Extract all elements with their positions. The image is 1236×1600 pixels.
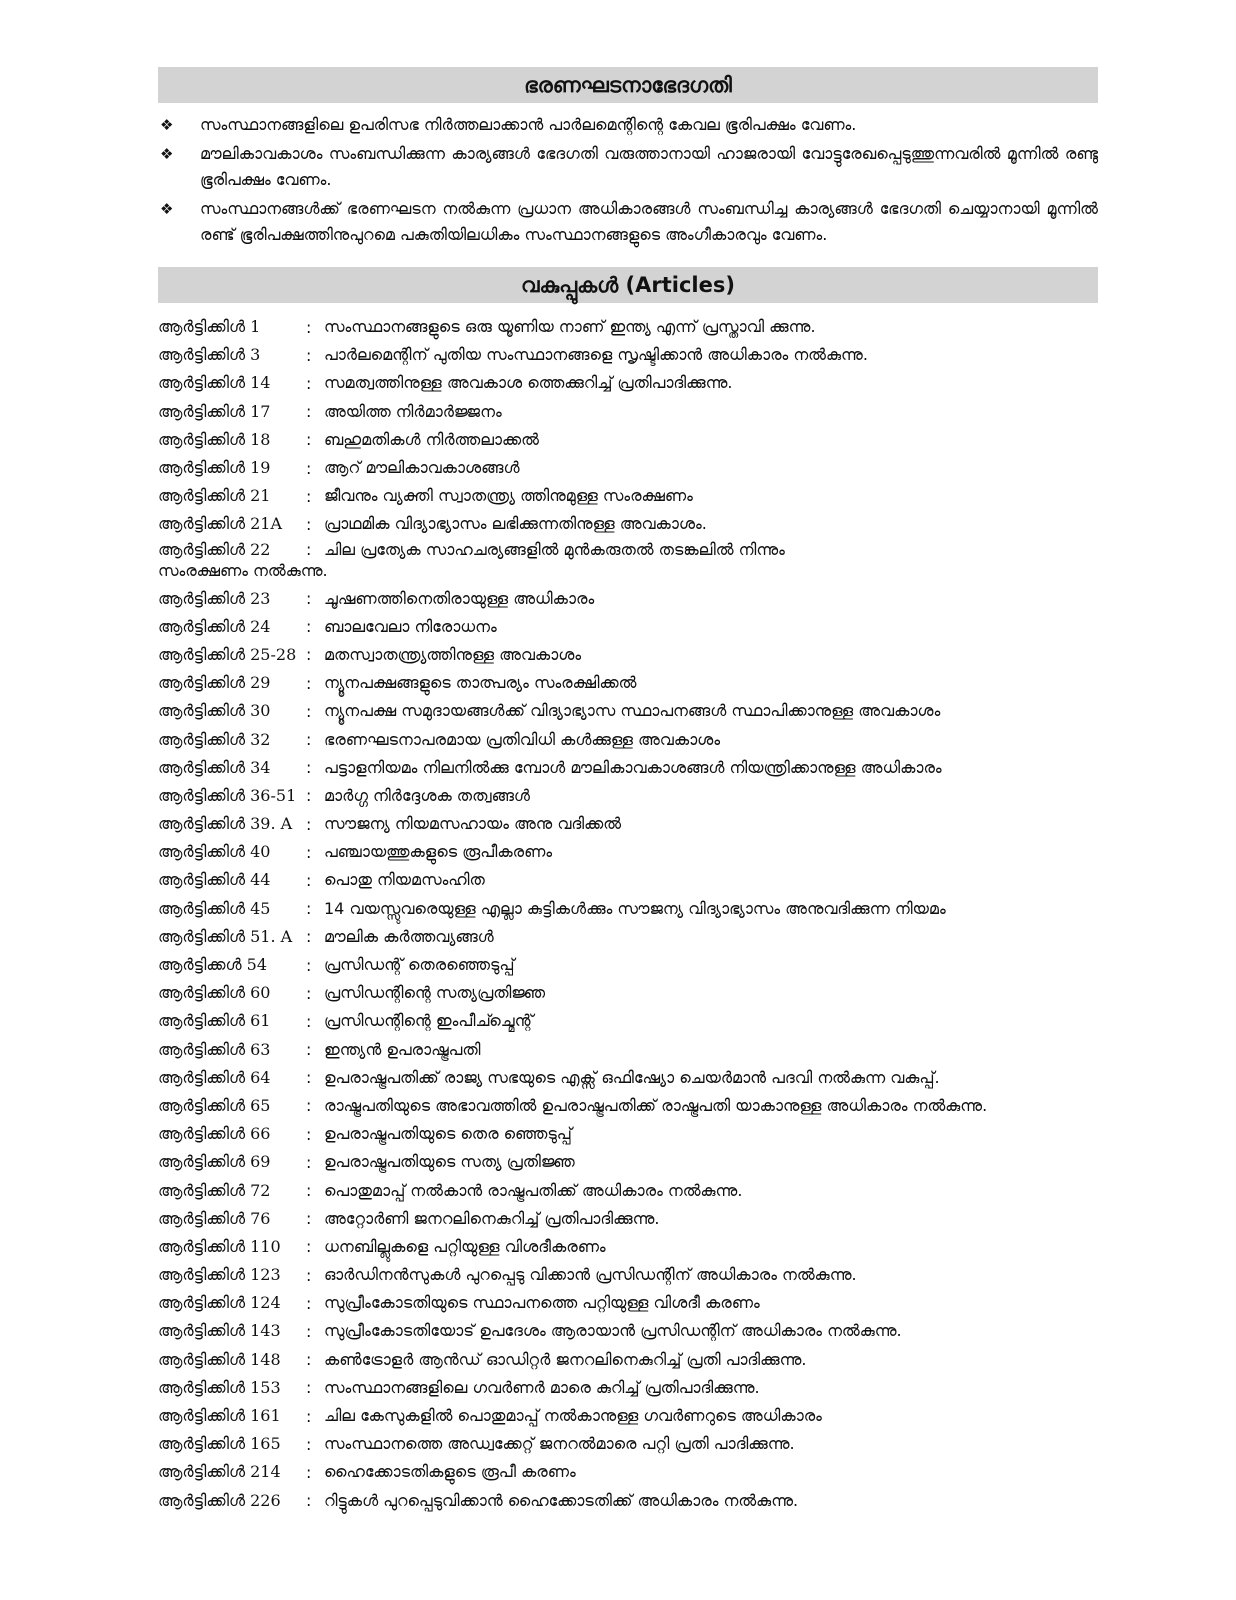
article-label: ആർട്ടിക്കിൾ 3 (158, 345, 261, 365)
article-description: അറ്റോർണി ജനറലിനെകുറിച്ച് പ്രതിപാദിക്കുന്നു. (324, 1208, 660, 1228)
article-colon: : (306, 486, 312, 506)
article-row (158, 669, 1098, 697)
article-row (158, 923, 1098, 951)
article-row (158, 1092, 1098, 1120)
article-description: സുപ്രീംകോടതിയുടെ സ്ഥാപനത്തെ പറ്റിയുള്ള വിശദീ കരണം (324, 1293, 760, 1313)
bullet-text: മൗലികാവകാശം സംബന്ധിക്കുന്ന കാര്യങ്ങൾ ഭേദഗതി വരുത്താനായി ഹാജരായി വോട്ടുരേഖപ്പെടുത്തുന്നവരിൽ മൂന്നിൽ രണ്ടു ഭൂരിപക്ഷം വേണം. (200, 144, 1098, 189)
article-row (158, 1148, 1098, 1176)
article-colon: : (306, 701, 312, 721)
article-label: ആർട്ടിക്കിൾ 40 (158, 842, 271, 862)
article-label: ആർട്ടിക്കിൾ 51. A (158, 926, 293, 946)
article-row (158, 454, 1098, 482)
section-heading-articles: വകുപ്പുകൾ (Articles) (158, 267, 1098, 303)
article-row (158, 613, 1098, 641)
article-colon: : (306, 983, 312, 1003)
article-colon: : (306, 540, 312, 559)
article-label: ആർട്ടിക്കിൾ 45 (158, 898, 271, 918)
article-label: ആർട്ടിക്കിൾ 14 (158, 373, 271, 393)
article-label: ആർട്ടിക്കിൾ 153 (158, 1377, 281, 1397)
article-row (158, 1458, 1098, 1486)
article-colon: : (306, 730, 312, 750)
bullet-item (158, 196, 1098, 248)
article-row (158, 1205, 1098, 1233)
article-row (158, 951, 1098, 979)
article-colon: : (306, 814, 312, 834)
article-label: ആർട്ടിക്കിൾ 226 (158, 1490, 281, 1510)
article-label: ആർട്ടിക്കിൾ 110 (158, 1236, 281, 1256)
article-description: ചില കേസുകളിൽ പൊതുമാപ്പ് നൽകാനുള്ള ഗവർണറുടെ അധികാരം (324, 1406, 822, 1426)
article-label: ആർട്ടിക്കിൾ 72 (158, 1180, 271, 1200)
article-colon: : (306, 786, 312, 806)
article-row (158, 1430, 1098, 1458)
bullet-item (158, 112, 1098, 138)
article-colon: : (306, 1237, 312, 1257)
article-description: ചില പ്രത്യേക സാഹചര്യങ്ങളിൽ മുൻകരുതൽ തടങ്കലിൽ നിന്നും (324, 539, 785, 559)
article-label: ആർട്ടിക്കിൾ 21A (158, 514, 283, 534)
section-heading-amendment: ഭരണഘടനാഭേദഗതി (158, 67, 1098, 103)
article-label: ആർട്ടിക്കിൾ 60 (158, 983, 271, 1003)
article-description: ഓർഡിനൻസുകൾ പുറപ്പെടു വിക്കാൻ പ്രസിഡന്റിന് അധികാരം നൽകുന്നു. (324, 1265, 857, 1285)
article-description: ചൂഷണത്തിനെതിരായുള്ള അധികാരം (324, 588, 595, 608)
article-row (158, 1487, 1098, 1515)
article-description: ന്യൂനപക്ഷങ്ങളുടെ താത്പര്യം സംരക്ഷിക്കൽ (324, 673, 637, 693)
article-description: ജീവനും വ്യക്തി സ്വാതന്ത്ര്യ ത്തിനുമുള്ള സംരക്ഷണം (324, 486, 693, 506)
article-colon: : (306, 870, 312, 890)
article-description: ധനബില്ലുകളെ പറ്റിയുള്ള വിശദീകരണം (324, 1236, 606, 1256)
article-colon: : (306, 373, 312, 393)
article-label: ആർട്ടിക്കിൾ 29 (158, 673, 271, 693)
article-description: സംസ്ഥാനങ്ങളുടെ ഒരു യൂണിയ നാണ് ഇന്ത്യ എന്ന് പ്രസ്താവി ക്കുന്നു. (324, 317, 816, 337)
article-row (158, 1007, 1098, 1035)
article-description: പ്രാഥമിക വിദ്യാഭ്യാസം ലഭിക്കുന്നതിനുള്ള അവകാശം. (324, 514, 707, 534)
article-label: ആർട്ടിക്കിൾ 123 (158, 1265, 281, 1285)
article-colon: : (306, 402, 312, 422)
article-row (158, 641, 1098, 669)
article-label: ആർട്ടിക്കിൾ 65 (158, 1095, 271, 1115)
article-colon: : (306, 955, 312, 975)
article-description: ബഹുമതികൾ നിർത്തലാക്കൽ (324, 429, 539, 449)
article-description: സംസ്ഥാനങ്ങളിലെ ഗവർണർ മാരെ കുറിച്ച് പ്രതിപാദിക്കുന്നു. (324, 1377, 760, 1397)
article-row (158, 1261, 1098, 1289)
article-row (158, 482, 1098, 510)
article-colon: : (306, 842, 312, 862)
article-row (158, 539, 1098, 585)
article-colon: : (306, 1068, 312, 1088)
article-row (158, 1064, 1098, 1092)
article-label: ആർട്ടിക്കിൾ 19 (158, 458, 271, 478)
article-colon: : (306, 1209, 312, 1229)
article-description: പ്രസിഡന്റിന്റെ ഇംപീച്ച്മെന്റ് (324, 1011, 534, 1031)
article-colon: : (306, 430, 312, 450)
article-label: ആർട്ടിക്കിൾ 69 (158, 1152, 271, 1172)
bullet-text: സംസ്ഥാനങ്ങളിലെ ഉപരിസഭ നിർത്തലാക്കാൻ പാർലമെന്റിന്റെ കേവല ഭൂരിപക്ഷം വേണം. (200, 115, 857, 134)
article-row (158, 895, 1098, 923)
article-label: ആർട്ടിക്കിൾ 63 (158, 1039, 271, 1059)
article-description: ഇന്ത്യൻ ഉപരാഷ്ട്രപതി (324, 1039, 481, 1059)
article-colon: : (306, 1293, 312, 1313)
article-label: ആർട്ടിക്കിൾ 66 (158, 1124, 271, 1144)
article-label: ആർട്ടിക്കിൾ 24 (158, 616, 271, 636)
article-description: മതസ്വാതന്ത്ര്യത്തിനുള്ള അവകാശം (324, 644, 582, 664)
article-description: പ്രസിഡന്റിന്റെ സത്യപ്രതിജ്ഞ (324, 983, 546, 1003)
article-colon: : (306, 345, 312, 365)
diamond-bullet-icon: ❖ (160, 116, 174, 134)
article-row (158, 1402, 1098, 1430)
bullet-item (158, 141, 1098, 193)
article-row (158, 1233, 1098, 1261)
article-label: ആർട്ടിക്കിൾ 148 (158, 1349, 281, 1369)
article-description: അയിത്ത നിർമാർജ്ജനം (324, 401, 502, 421)
article-description: പഞ്ചായത്തുകളുടെ രൂപീകരണം (324, 842, 553, 862)
article-row (158, 782, 1098, 810)
article-row (158, 1317, 1098, 1345)
article-colon: : (306, 1321, 312, 1341)
article-label: ആർട്ടിക്കിൾ 23 (158, 588, 271, 608)
article-label: ആർട്ടിക്കിൾ 30 (158, 701, 271, 721)
article-colon: : (306, 1096, 312, 1116)
article-description: പട്ടാളനിയമം നിലനിൽക്കു മ്പോൾ മൗലികാവകാശങ്ങൾ നിയന്ത്രിക്കാനുള്ള അധികാരം (324, 757, 942, 777)
article-description: പൊതു നിയമസംഹിത (324, 870, 485, 890)
article-label: ആർട്ടിക്കിൾ 18 (158, 429, 271, 449)
article-label: ആർട്ടിക്കൾ 54 (158, 955, 268, 975)
article-colon: : (306, 1265, 312, 1285)
article-label: ആർട്ടിക്കിൾ 34 (158, 757, 271, 777)
article-description: 14 വയസ്സുവരെയുള്ള എല്ലാ കുട്ടികൾക്കും സൗജന്യ വിദ്യാഭ്യാസം അനുവദിക്കുന്ന നിയമം (324, 898, 946, 918)
article-description: പാർലമെന്റിന് പുതിയ സംസ്ഥാനങ്ങളെ സൃഷ്ടിക്കാൻ അധികാരം നൽകുന്നു. (324, 345, 868, 365)
article-description: മാർഗ്ഗ നിർദ്ദേശക തത്വങ്ങൾ (324, 785, 530, 805)
article-row (158, 979, 1098, 1007)
article-row (158, 313, 1098, 341)
article-row (158, 838, 1098, 866)
article-description: പ്രസിഡന്റ് തെരഞ്ഞെടുപ്പ് (324, 955, 515, 975)
article-row (158, 1036, 1098, 1064)
article-colon: : (306, 758, 312, 778)
article-label: ആർട്ടിക്കിൾ 25-28 (158, 644, 297, 664)
article-colon: : (306, 1040, 312, 1060)
article-row (158, 510, 1098, 538)
article-label: ആർട്ടിക്കിൾ 161 (158, 1406, 281, 1426)
article-description: ഭരണഘടനാപരമായ പ്രതിവിധി കൾക്കുള്ള അവകാശം (324, 729, 721, 749)
article-row (158, 1176, 1098, 1204)
article-colon: : (306, 673, 312, 693)
article-description-continuation: സംരക്ഷണം നൽകുന്നു. (158, 560, 328, 580)
article-label: ആർട്ടിക്കിൾ 1 (158, 317, 261, 337)
article-row (158, 585, 1098, 613)
article-colon: : (306, 1434, 312, 1454)
article-description: സംസ്ഥാനത്തെ അഡ്വക്കേറ്റ് ജനറൽമാരെ പറ്റി പ്രതി പാദിക്കുന്നു. (324, 1434, 795, 1454)
article-row (158, 725, 1098, 753)
article-colon: : (306, 899, 312, 919)
article-row (158, 866, 1098, 894)
article-row (158, 1374, 1098, 1402)
article-colon: : (306, 1378, 312, 1398)
article-label: ആർട്ടിക്കിൾ 22 (158, 539, 271, 559)
article-colon: : (306, 1462, 312, 1482)
article-description: സമത്വത്തിനുള്ള അവകാശ ത്തെക്കുറിച്ച് പ്രതിപാദിക്കുന്നു. (324, 373, 733, 393)
article-label: ആർട്ടിക്കിൾ 143 (158, 1321, 281, 1341)
article-label: ആർട്ടിക്കിൾ 21 (158, 486, 271, 506)
amendment-bullet-list (158, 112, 1098, 251)
article-colon: : (306, 589, 312, 609)
article-colon: : (306, 1181, 312, 1201)
article-description: ഉപരാഷ്ട്രപതിക്ക് രാജ്യ സഭയുടെ എക്സ് ഒഫിഷ്യോ ചെയർമാൻ പദവി നൽകുന്ന വകുപ്പ്. (324, 1067, 940, 1087)
articles-list (158, 313, 1098, 1515)
diamond-bullet-icon: ❖ (160, 200, 174, 218)
article-description: ഉപരാഷ്ട്രപതിയുടെ സത്യ പ്രതിജ്ഞ (324, 1152, 575, 1172)
article-label: ആർട്ടിക്കിൾ 124 (158, 1293, 281, 1313)
article-label: ആർട്ടിക്കിൾ 39. A (158, 814, 293, 834)
article-colon: : (306, 645, 312, 665)
article-label: ആർട്ടിക്കിൾ 165 (158, 1434, 281, 1454)
article-description: ഹൈക്കോടതികളുടെ രൂപീ കരണം (324, 1462, 576, 1482)
article-label: ആർട്ടിക്കിൾ 61 (158, 1011, 271, 1031)
article-description: ആറ് മൗലികാവകാശങ്ങൾ (324, 458, 520, 478)
article-colon: : (306, 1152, 312, 1172)
article-colon: : (306, 1406, 312, 1426)
article-colon: : (306, 458, 312, 478)
article-colon: : (306, 927, 312, 947)
article-colon: : (306, 1350, 312, 1370)
article-row (158, 1289, 1098, 1317)
article-description: സുപ്രീംകോടതിയോട് ഉപദേശം ആരായാൻ പ്രസിഡന്റിന് അധികാരം നൽകുന്നു. (324, 1321, 902, 1341)
article-description: ഉപരാഷ്ട്രപതിയുടെ തെര ഞ്ഞെടുപ്പ് (324, 1124, 572, 1144)
article-row (158, 369, 1098, 397)
article-description: രാഷ്ട്രപതിയുടെ അഭാവത്തിൽ ഉപരാഷ്ട്രപതിക്ക് രാഷ്ട്രപതി യാകാനുള്ള അധികാരം നൽകുന്നു. (324, 1095, 988, 1115)
article-row (158, 1346, 1098, 1374)
article-label: ആർട്ടിക്കിൾ 17 (158, 401, 271, 421)
article-description: കൺട്രോളർ ആൻഡ് ഓഡിറ്റർ ജനറലിനെകുറിച്ച് പ്രതി പാദിക്കുന്നു. (324, 1349, 807, 1369)
article-row (158, 697, 1098, 725)
article-description: മൗലിക കർത്തവ്യങ്ങൾ (324, 926, 494, 946)
article-description: സൗജന്യ നിയമസഹായം അനു വദിക്കൽ (324, 814, 622, 834)
article-row (158, 1120, 1098, 1148)
article-colon: : (306, 617, 312, 637)
article-description: റിട്ടുകൾ പുറപ്പെടുവിക്കാൻ ഹൈക്കോടതിക്ക് അധികാരം നൽകുന്നു. (324, 1490, 799, 1510)
article-label: ആർട്ടിക്കിൾ 214 (158, 1462, 281, 1482)
article-row (158, 341, 1098, 369)
article-label: ആർട്ടിക്കിൾ 64 (158, 1067, 271, 1087)
article-colon: : (306, 317, 312, 337)
article-description: പൊതുമാപ്പ് നൽകാൻ രാഷ്ട്രപതിക്ക് അധികാരം നൽകുന്നു. (324, 1180, 743, 1200)
article-label: ആർട്ടിക്കിൾ 44 (158, 870, 271, 890)
article-row (158, 754, 1098, 782)
article-colon: : (306, 514, 312, 534)
article-row (158, 398, 1098, 426)
article-label: ആർട്ടിക്കിൾ 36-51 (158, 785, 297, 805)
article-description: ന്യൂനപക്ഷ സമുദായങ്ങൾക്ക് വിദ്യാഭ്യാസ സ്ഥാപനങ്ങൾ സ്ഥാപിക്കാനുള്ള അവകാശം (324, 701, 941, 721)
article-colon: : (306, 1491, 312, 1511)
diamond-bullet-icon: ❖ (160, 145, 174, 163)
article-label: ആർട്ടിക്കിൾ 32 (158, 729, 271, 749)
article-colon: : (306, 1124, 312, 1144)
article-row (158, 426, 1098, 454)
article-description: ബാലവേലാ നിരോധനം (324, 616, 497, 636)
article-label: ആർട്ടിക്കിൾ 76 (158, 1208, 271, 1228)
bullet-text: സംസ്ഥാനങ്ങൾക്ക് ഭരണഘടന നൽകുന്ന പ്രധാന അധികാരങ്ങൾ സംബന്ധിച്ച കാര്യങ്ങൾ ഭേദഗതി ചെയ്യാനായി മൂന്നിൽ രണ്ട് ഭൂരിപക്ഷത്തിനുപുറമെ പകുതിയിലധികം സംസ്ഥാനങ്ങളുടെ അംഗീകാരവും വേണം. (200, 199, 1098, 244)
article-row (158, 810, 1098, 838)
article-colon: : (306, 1011, 312, 1031)
